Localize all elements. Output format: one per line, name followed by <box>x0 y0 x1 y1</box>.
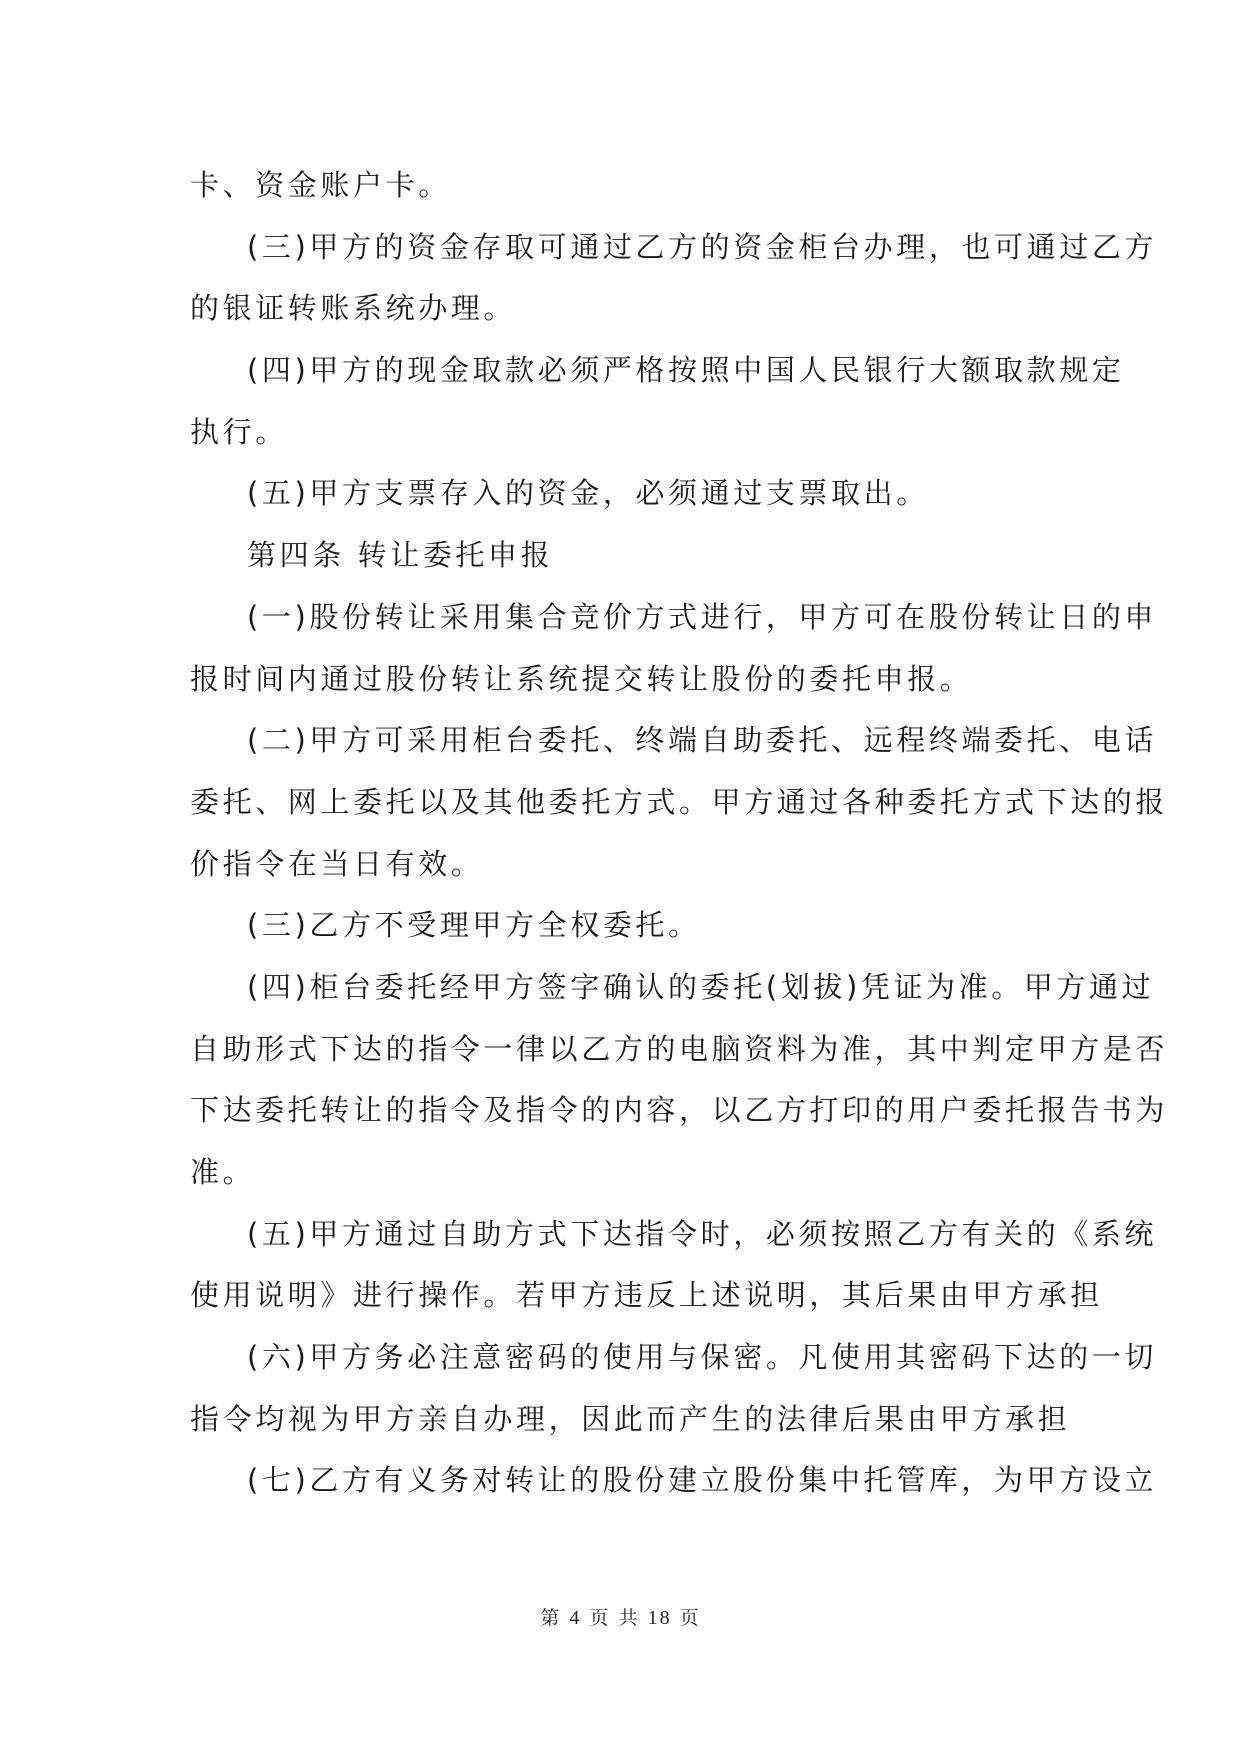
text-line: 使用说明》进行操作。若甲方违反上述说明，其后果由甲方承担 <box>190 1278 1103 1313</box>
text-line: 指令均视为甲方亲自办理，因此而产生的法律后果由甲方承担 <box>190 1401 1071 1436</box>
footer-middle: 页 共 <box>589 1607 640 1629</box>
text-line: (五)甲方支票存入的资金，必须通过支票取出。 <box>247 476 929 511</box>
text-line: 委托、网上委托以及其他委托方式。甲方通过各种委托方式下达的报 <box>190 784 1169 819</box>
text-line: (四)甲方的现金取款必须严格按照中国人民银行大额取款规定 <box>247 353 1125 388</box>
text-line: 价指令在当日有效。 <box>190 846 484 881</box>
text-line: (六)甲方务必注意密码的使用与保密。凡使用其密码下达的一切 <box>247 1340 1158 1375</box>
text-line: (三)甲方的资金存取可通过乙方的资金柜台办理，也可通过乙方 <box>247 229 1158 264</box>
text-line: 执行。 <box>190 414 288 449</box>
text-line: (三)乙方不受理甲方全权委托。 <box>247 908 701 943</box>
footer-suffix: 页 <box>679 1607 701 1629</box>
total-pages: 18 <box>647 1607 672 1629</box>
text-line: 的银证转账系统办理。 <box>190 291 517 326</box>
section-heading: 第四条 转让委托申报 <box>247 538 554 573</box>
page-footer <box>0 1603 1241 1630</box>
page-number: 4 <box>569 1607 582 1629</box>
text-line: 下达委托转让的指令及指令的内容，以乙方打印的用户委托报告书为 <box>190 1093 1169 1128</box>
text-line: 卡、资金账户卡。 <box>190 168 451 202</box>
text-line: (二)甲方可采用柜台委托、终端自助委托、远程终端委托、电话 <box>247 723 1158 758</box>
text-line: 准。 <box>190 1155 256 1189</box>
footer-prefix: 第 <box>540 1607 562 1629</box>
text-line: (四)柜台委托经甲方签字确认的委托(划拔)凭证为准。甲方通过 <box>247 969 1155 1004</box>
text-line: (七)乙方有义务对转让的股份建立股份集中托管库，为甲方设立 <box>247 1463 1158 1498</box>
text-line: 自助形式下达的指令一律以乙方的电脑资料为准，其中判定甲方是否 <box>190 1031 1169 1066</box>
document-body <box>190 155 1169 1512</box>
text-line: (五)甲方通过自助方式下达指令时，必须按照乙方有关的《系统 <box>247 1216 1158 1251</box>
text-line: 报时间内通过股份转让系统提交转让股份的委托申报。 <box>190 661 973 696</box>
text-line: (一)股份转让采用集合竞价方式进行，甲方可在股份转让日的申 <box>247 599 1158 634</box>
